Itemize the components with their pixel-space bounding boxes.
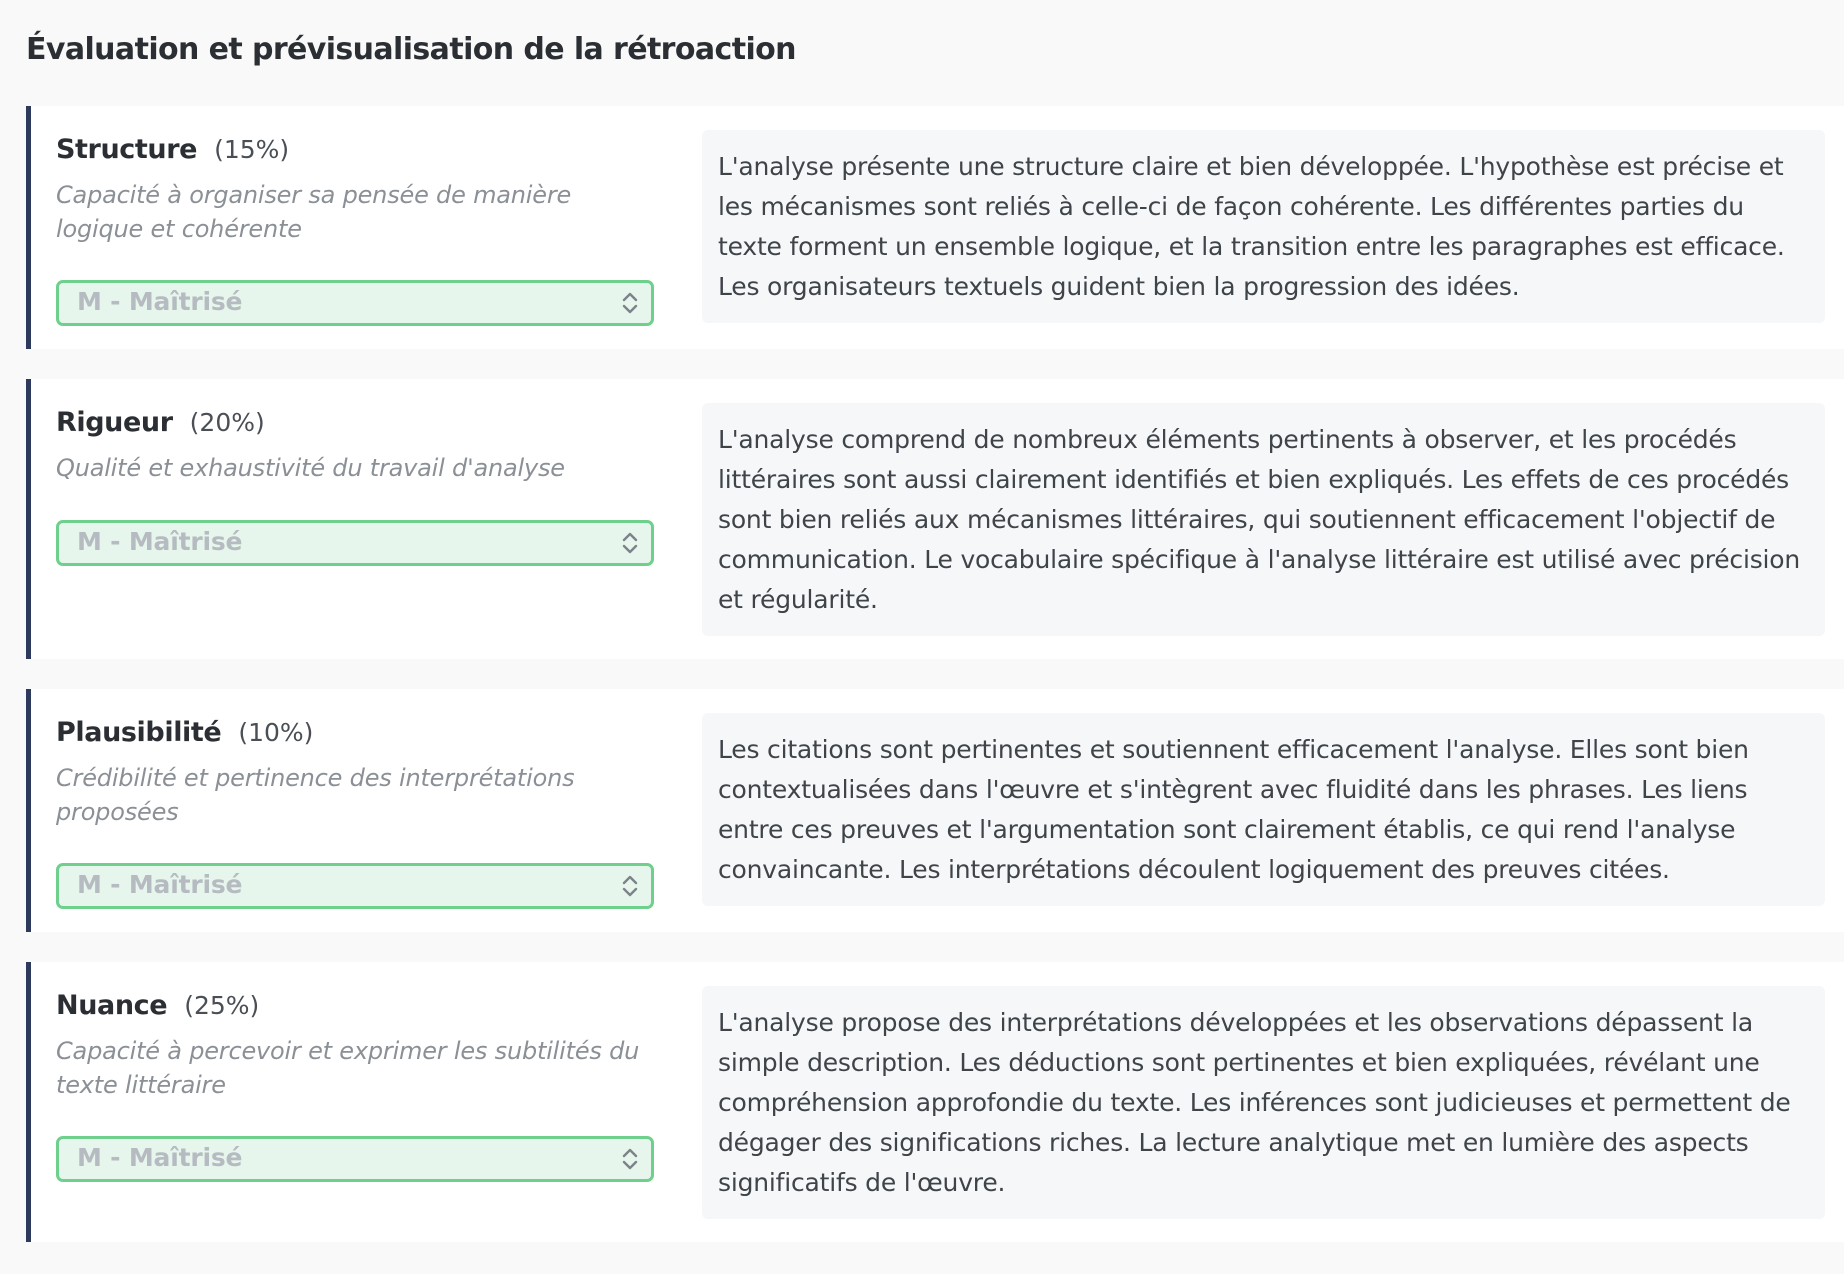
- level-select[interactable]: [56, 1136, 654, 1182]
- criterion-header: [56, 990, 656, 1028]
- chevron-up-down-icon: [619, 872, 641, 900]
- criterion-name: Structure: [56, 134, 198, 165]
- criterion-plausibilite: [26, 689, 1844, 932]
- level-select[interactable]: [56, 863, 654, 909]
- chevron-up-down-icon: [619, 289, 641, 317]
- level-select[interactable]: [56, 280, 654, 326]
- criterion-header: [56, 134, 656, 172]
- feedback-preview: Les citations sont pertinentes et soutiennent efficacement l'analyse. Elles sont bien contextualisées dans l'œuvre et s'intègrent avec fluidité dans les phrases. Les liens entre ces preuves et l'argumentation sont clairement établis, ce qui rend l'analyse convaincante. Les interprétations découlent logiquement des preuves citées.: [702, 713, 1825, 906]
- criteria-list: [26, 106, 1844, 1272]
- criterion-weight: (20%): [189, 408, 265, 437]
- chevron-up-down-icon: [619, 529, 641, 557]
- criterion-name: Nuance: [56, 990, 168, 1021]
- criterion-rigueur: [26, 379, 1844, 659]
- criterion-info: [56, 990, 656, 1102]
- criterion-description: Qualité et exhaustivité du travail d'analyse: [56, 454, 565, 482]
- criterion-structure: [26, 106, 1844, 349]
- feedback-preview: L'analyse présente une structure claire et bien développée. L'hypothèse est précise et les mécanismes sont reliés à celle-ci de façon cohérente. Les différentes parties du texte forment un ensemble logique, et la transition entre les paragraphes est efficace. Les organisateurs textuels guident bien la progression des idées.: [702, 130, 1825, 323]
- criterion-info: [56, 407, 656, 485]
- criterion-weight: (25%): [184, 991, 260, 1020]
- level-select-value: M - Maîtrisé: [77, 870, 243, 899]
- feedback-preview: L'analyse propose des interprétations développées et les observations dépassent la simple description. Les déductions sont pertinentes et bien expliquées, révélant une compréhension approfondie du texte. Les inférences sont judicieuses et permettent de dégager des significations riches. La lecture analytique met en lumière des aspects significatifs de l'œuvre.: [702, 986, 1825, 1219]
- page-title: Évaluation et prévisualisation de la rétroaction: [26, 32, 796, 67]
- criterion-description: Capacité à organiser sa pensée de manière logique et cohérente: [56, 181, 572, 243]
- criterion-name: Plausibilité: [56, 717, 222, 748]
- criterion-header: [56, 717, 656, 755]
- criterion-name: Rigueur: [56, 407, 173, 438]
- criterion-weight: (10%): [238, 718, 314, 747]
- chevron-up-down-icon: [619, 1145, 641, 1173]
- criterion-weight: (15%): [214, 135, 290, 164]
- level-select[interactable]: [56, 520, 654, 566]
- level-select-value: M - Maîtrisé: [77, 1143, 243, 1172]
- criterion-description: Crédibilité et pertinence des interprétations proposées: [56, 764, 575, 826]
- level-select-value: M - Maîtrisé: [77, 287, 243, 316]
- feedback-preview: L'analyse comprend de nombreux éléments pertinents à observer, et les procédés littéraires sont aussi clairement identifiés et bien expliqués. Les effets de ces procédés sont bien reliés aux mécanismes littéraires, qui soutiennent efficacement l'objectif de communication. Le vocabulaire spécifique à l'analyse littéraire est utilisé avec précision et régularité.: [702, 403, 1825, 636]
- criterion-info: [56, 717, 656, 829]
- level-select-value: M - Maîtrisé: [77, 527, 243, 556]
- criterion-description: Capacité à percevoir et exprimer les subtilités du texte littéraire: [56, 1037, 640, 1099]
- criterion-info: [56, 134, 656, 246]
- criterion-nuance: [26, 962, 1844, 1242]
- criterion-header: [56, 407, 656, 445]
